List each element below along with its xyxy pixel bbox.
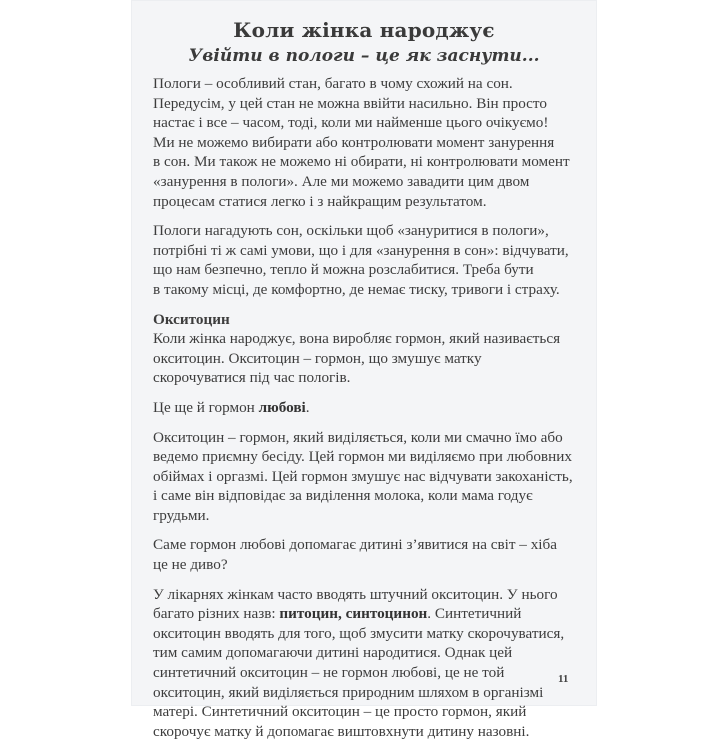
text-line: окситоцин. Окситоцин – гормон, що змушує матку <box>153 349 482 367</box>
text-line: процесам статися легко і з найкращим результатом. <box>153 192 487 210</box>
paragraph-2 <box>153 221 591 299</box>
chapter-title: Коли жінка народжує <box>233 18 495 42</box>
text-line: що нам безпечно, тепло й можна розслабитися. Треба бути <box>153 261 534 279</box>
text-line: настає і все – часом, тоді, коли ми найменше цього очікуємо! <box>153 114 549 132</box>
page-number: 11 <box>558 673 569 685</box>
text-line <box>153 398 591 418</box>
text-line: обіймах і оргазмі. Цей гормон змушує нас відчувати закоханість, <box>153 467 573 485</box>
chapter-subtitle: Увійти в пологи – це як заснути... <box>188 46 540 66</box>
emphasis-love: любові <box>258 398 306 416</box>
text-line: Ми не можемо вибирати або контролювати момент занурення <box>153 133 555 151</box>
text-line: в сон. Ми також не можемо ні обирати, ні контролювати момент <box>153 153 570 171</box>
text-line: «занурення в пологи». Але ми можемо завадити цим двом <box>153 172 530 190</box>
text-line: Пологи – особливий стан, багато в чому схожий на сон. <box>153 75 513 92</box>
book-page <box>131 0 597 740</box>
text-line: матері. Синтетичний окситоцин – це просто гормон, який <box>153 703 527 721</box>
text-line: окситоцин вводять для того, щоб змусити матку скорочуватися, <box>153 624 565 642</box>
section-heading: Окситоцин <box>153 310 230 328</box>
text-prefix: багато різних назв: <box>153 605 280 623</box>
text-line: і саме він відповідає за виділення молока, коли мама годує <box>153 487 533 505</box>
paragraph-5 <box>153 535 591 574</box>
text-line: У лікарнях жінкам часто вводять штучний окситоцин. У нього <box>153 585 558 603</box>
text-line: тим самим допомагаючи дитині народитися. Однак цей <box>153 644 513 662</box>
text-line: скорочує матку й допомагає виштовхнути дитину назовні. <box>153 722 530 740</box>
text-line: синтетичний окситоцин – не гормон любові, це не той <box>153 664 505 682</box>
text-line <box>153 604 591 624</box>
text-line: Саме гормон любові допомагає дитині з’явитися на світ – хіба <box>153 536 557 554</box>
body-text <box>153 74 591 751</box>
paragraph-4 <box>153 428 591 526</box>
text-suffix: . Синтетичний <box>427 605 522 623</box>
text-line: Передусім, у цей стан не можна ввійти насильно. Він просто <box>153 94 547 112</box>
text-line: Окситоцин – гормон, який виділяється, коли ми смачно їмо або <box>153 428 563 446</box>
paragraph-1 <box>153 74 591 211</box>
text-line: скорочуватися під час пологів. <box>153 369 351 387</box>
text-line: ведемо приємну бесіду. Цей гормон ми виділяємо при любовних <box>153 448 572 466</box>
paragraph-love-hormone <box>153 398 591 418</box>
text-line: грудьми. <box>153 506 210 524</box>
paragraph-6 <box>153 585 591 742</box>
text-line: Пологи нагадують сон, оскільки щоб «зануритися в пологи», <box>153 222 549 240</box>
text-line: окситоцин, який виділяється природним шляхом в організмі <box>153 683 544 701</box>
text-prefix: Це ще й гормон <box>153 398 259 416</box>
text-suffix: . <box>305 398 310 416</box>
text-line: в такому місці, де комфортно, де немає тиску, тривоги і страху. <box>153 280 560 298</box>
text-line: це не диво? <box>153 556 228 574</box>
text-line: потрібні ті ж самі умови, що і для «занурення в сон»: відчувати, <box>153 241 569 259</box>
text-line: Коли жінка народжує, вона виробляє гормон, який називається <box>153 330 561 348</box>
emphasis-drug-names: питоцин, синтоцинон <box>279 605 428 623</box>
paragraph-oxytocin <box>153 310 591 388</box>
